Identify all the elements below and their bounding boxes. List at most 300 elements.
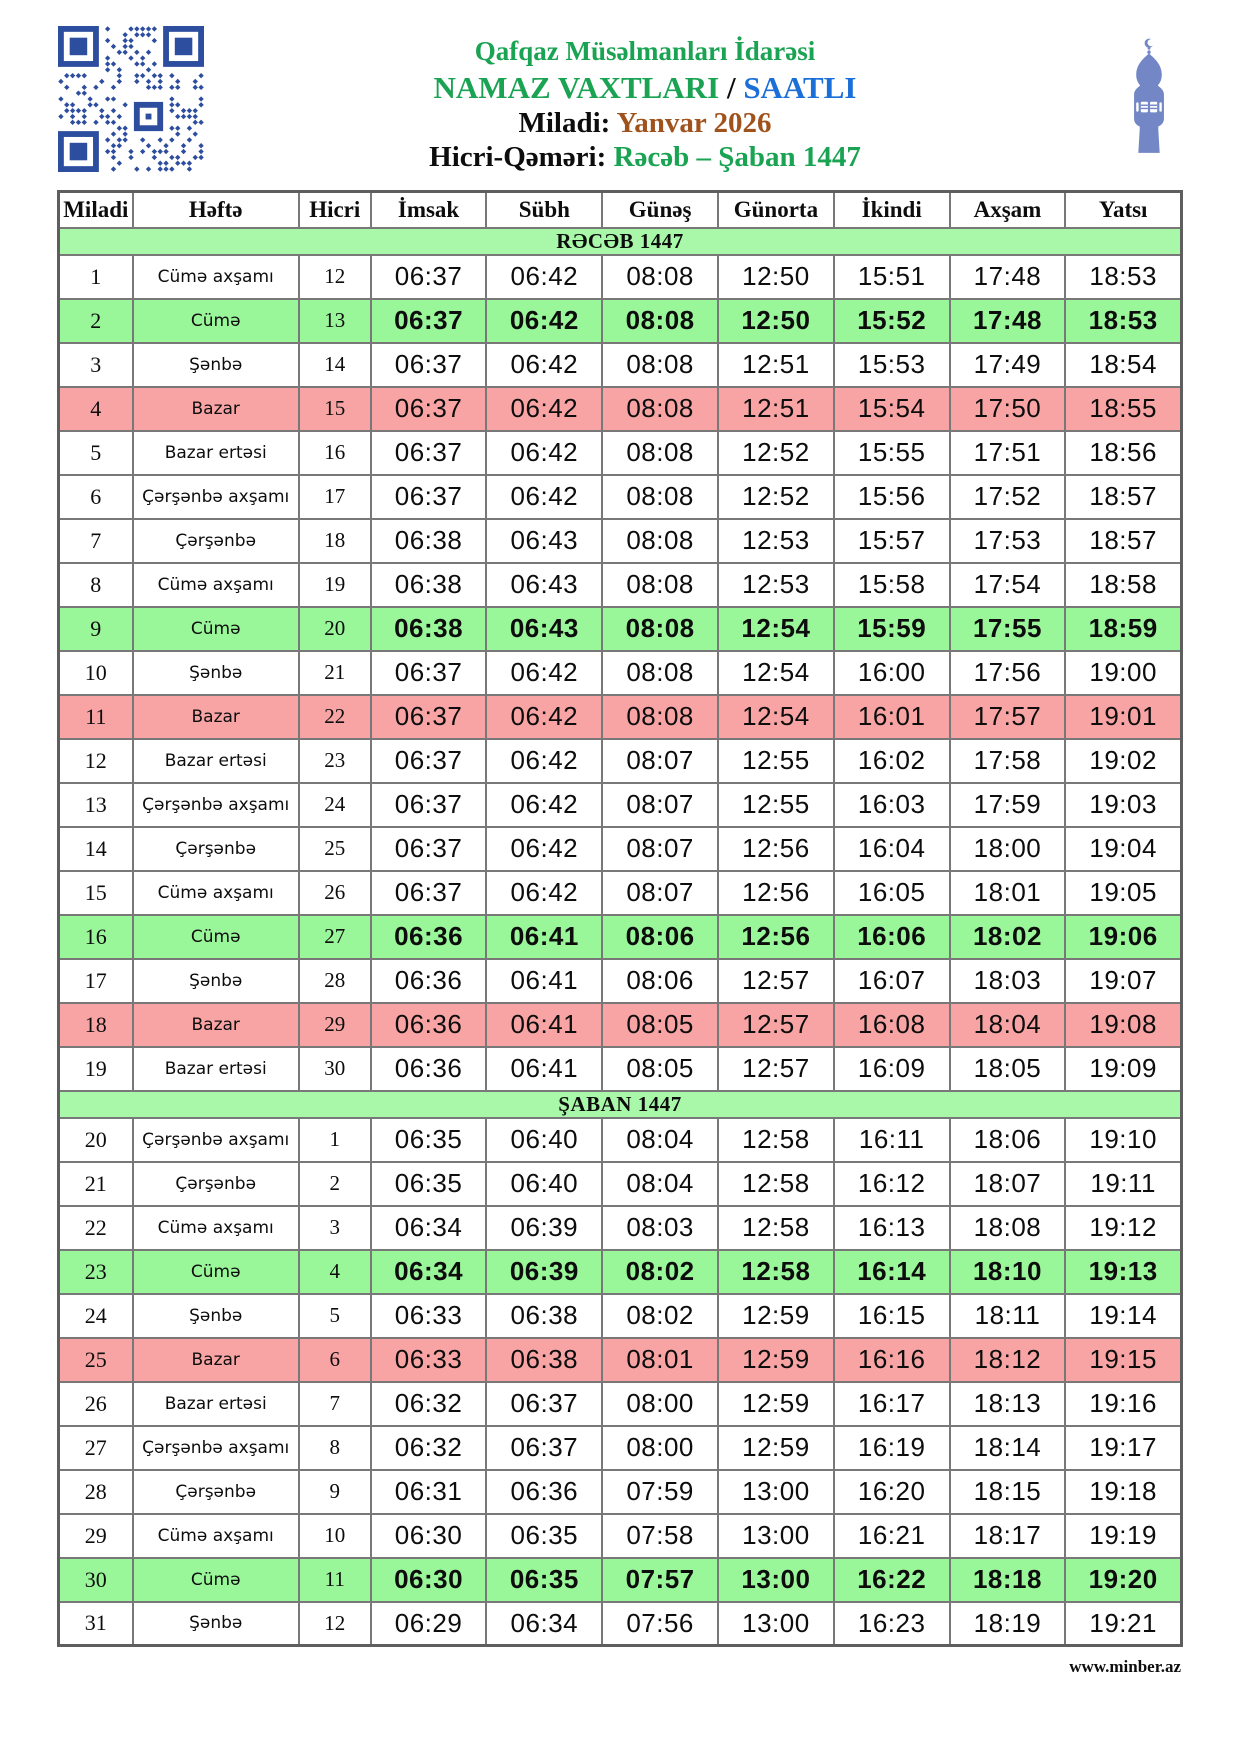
hicri-cell: 27 bbox=[299, 915, 371, 959]
time-cell-axsam: 18:05 bbox=[950, 1047, 1066, 1091]
time-cell-yatsi: 19:08 bbox=[1065, 1003, 1181, 1047]
time-cell-imsak: 06:38 bbox=[371, 519, 487, 563]
miladi-value: Yanvar 2026 bbox=[616, 107, 772, 139]
hicri-cell: 9 bbox=[299, 1470, 371, 1514]
time-cell-gunorta: 12:58 bbox=[718, 1206, 834, 1250]
title-namaz-vaxtlari: NAMAZ VAXTLARI bbox=[433, 70, 720, 105]
day-row bbox=[59, 1250, 1182, 1294]
time-cell-axsam: 17:48 bbox=[950, 299, 1066, 343]
prayer-times-table bbox=[57, 190, 1183, 1647]
day-row bbox=[59, 431, 1182, 475]
time-cell-subh: 06:39 bbox=[486, 1250, 602, 1294]
time-cell-imsak: 06:36 bbox=[371, 959, 487, 1003]
qr-code-icon bbox=[58, 26, 204, 172]
time-cell-imsak: 06:32 bbox=[371, 1382, 487, 1426]
hicri-cell: 2 bbox=[299, 1162, 371, 1206]
time-cell-imsak: 06:31 bbox=[371, 1470, 487, 1514]
hicri-cell: 29 bbox=[299, 1003, 371, 1047]
day-row bbox=[59, 1558, 1182, 1602]
time-cell-imsak: 06:30 bbox=[371, 1558, 487, 1602]
day-row bbox=[59, 255, 1182, 299]
weekday-cell: Şənbə bbox=[133, 651, 299, 695]
time-cell-yatsi: 19:17 bbox=[1065, 1426, 1181, 1470]
time-cell-gunes: 08:08 bbox=[602, 563, 718, 607]
time-cell-ikindi: 15:55 bbox=[834, 431, 950, 475]
time-cell-subh: 06:41 bbox=[486, 915, 602, 959]
hicri-cell: 26 bbox=[299, 871, 371, 915]
time-cell-subh: 06:34 bbox=[486, 1602, 602, 1646]
miladi-cell: 24 bbox=[59, 1294, 133, 1338]
time-cell-gunes: 08:07 bbox=[602, 871, 718, 915]
month-section-title: ŞABAN 1447 bbox=[59, 1091, 1182, 1118]
day-row bbox=[59, 1162, 1182, 1206]
time-cell-imsak: 06:37 bbox=[371, 299, 487, 343]
hicri-cell: 20 bbox=[299, 607, 371, 651]
weekday-cell: Şənbə bbox=[133, 1602, 299, 1646]
time-cell-gunes: 08:08 bbox=[602, 431, 718, 475]
time-cell-axsam: 18:01 bbox=[950, 871, 1066, 915]
time-cell-gunorta: 12:52 bbox=[718, 475, 834, 519]
weekday-cell: Bazar ertəsi bbox=[133, 431, 299, 475]
time-cell-gunorta: 12:59 bbox=[718, 1338, 834, 1382]
time-cell-gunorta: 12:58 bbox=[718, 1162, 834, 1206]
miladi-cell: 18 bbox=[59, 1003, 133, 1047]
time-cell-subh: 06:43 bbox=[486, 563, 602, 607]
hicri-cell: 28 bbox=[299, 959, 371, 1003]
time-cell-ikindi: 16:20 bbox=[834, 1470, 950, 1514]
month-section-title: RƏCƏB 1447 bbox=[59, 228, 1182, 255]
hicri-cell: 4 bbox=[299, 1250, 371, 1294]
time-cell-subh: 06:36 bbox=[486, 1470, 602, 1514]
time-cell-subh: 06:35 bbox=[486, 1558, 602, 1602]
hicri-cell: 23 bbox=[299, 739, 371, 783]
miladi-cell: 25 bbox=[59, 1338, 133, 1382]
time-cell-subh: 06:42 bbox=[486, 475, 602, 519]
time-cell-subh: 06:40 bbox=[486, 1162, 602, 1206]
column-header-miladi: Miladi bbox=[59, 192, 133, 228]
time-cell-ikindi: 16:07 bbox=[834, 959, 950, 1003]
time-cell-gunorta: 12:52 bbox=[718, 431, 834, 475]
time-cell-gunes: 08:08 bbox=[602, 255, 718, 299]
time-cell-gunes: 08:08 bbox=[602, 343, 718, 387]
time-cell-axsam: 18:11 bbox=[950, 1294, 1066, 1338]
weekday-cell: Şənbə bbox=[133, 343, 299, 387]
weekday-cell: Cümə bbox=[133, 299, 299, 343]
time-cell-yatsi: 19:19 bbox=[1065, 1514, 1181, 1558]
time-cell-gunes: 08:08 bbox=[602, 299, 718, 343]
time-cell-yatsi: 19:13 bbox=[1065, 1250, 1181, 1294]
day-row bbox=[59, 299, 1182, 343]
day-row bbox=[59, 959, 1182, 1003]
time-cell-axsam: 17:55 bbox=[950, 607, 1066, 651]
time-cell-ikindi: 16:01 bbox=[834, 695, 950, 739]
time-cell-gunes: 07:58 bbox=[602, 1514, 718, 1558]
time-cell-gunorta: 13:00 bbox=[718, 1558, 834, 1602]
table-header-row bbox=[59, 192, 1182, 228]
time-cell-axsam: 17:48 bbox=[950, 255, 1066, 299]
time-cell-gunorta: 12:54 bbox=[718, 695, 834, 739]
hicri-cell: 3 bbox=[299, 1206, 371, 1250]
time-cell-subh: 06:41 bbox=[486, 1047, 602, 1091]
title-separator: / bbox=[726, 70, 736, 105]
time-cell-imsak: 06:37 bbox=[371, 431, 487, 475]
day-row bbox=[59, 871, 1182, 915]
time-cell-gunorta: 12:51 bbox=[718, 343, 834, 387]
weekday-cell: Bazar bbox=[133, 387, 299, 431]
time-cell-subh: 06:35 bbox=[486, 1514, 602, 1558]
time-cell-imsak: 06:29 bbox=[371, 1602, 487, 1646]
miladi-cell: 10 bbox=[59, 651, 133, 695]
time-cell-ikindi: 15:56 bbox=[834, 475, 950, 519]
time-cell-subh: 06:41 bbox=[486, 959, 602, 1003]
time-cell-axsam: 17:57 bbox=[950, 695, 1066, 739]
time-cell-gunorta: 12:57 bbox=[718, 959, 834, 1003]
day-row bbox=[59, 915, 1182, 959]
time-cell-ikindi: 16:11 bbox=[834, 1118, 950, 1162]
hicri-cell: 21 bbox=[299, 651, 371, 695]
time-cell-subh: 06:42 bbox=[486, 299, 602, 343]
day-row bbox=[59, 1047, 1182, 1091]
time-cell-subh: 06:42 bbox=[486, 871, 602, 915]
miladi-cell: 17 bbox=[59, 959, 133, 1003]
time-cell-ikindi: 16:09 bbox=[834, 1047, 950, 1091]
time-cell-axsam: 18:15 bbox=[950, 1470, 1066, 1514]
column-header-axsam: Axşam bbox=[950, 192, 1066, 228]
time-cell-yatsi: 18:59 bbox=[1065, 607, 1181, 651]
weekday-cell: Cümə bbox=[133, 1250, 299, 1294]
weekday-cell: Bazar ertəsi bbox=[133, 1382, 299, 1426]
time-cell-gunorta: 12:56 bbox=[718, 915, 834, 959]
time-cell-gunes: 08:05 bbox=[602, 1003, 718, 1047]
time-cell-subh: 06:42 bbox=[486, 255, 602, 299]
hicri-cell: 7 bbox=[299, 1382, 371, 1426]
time-cell-axsam: 18:18 bbox=[950, 1558, 1066, 1602]
hicri-cell: 10 bbox=[299, 1514, 371, 1558]
time-cell-imsak: 06:38 bbox=[371, 607, 487, 651]
time-cell-gunes: 08:07 bbox=[602, 827, 718, 871]
time-cell-gunes: 07:59 bbox=[602, 1470, 718, 1514]
weekday-cell: Bazar bbox=[133, 695, 299, 739]
time-cell-axsam: 18:06 bbox=[950, 1118, 1066, 1162]
time-cell-ikindi: 16:02 bbox=[834, 739, 950, 783]
miladi-cell: 19 bbox=[59, 1047, 133, 1091]
time-cell-imsak: 06:34 bbox=[371, 1250, 487, 1294]
hijri-date-line bbox=[227, 143, 1063, 172]
miladi-cell: 1 bbox=[59, 255, 133, 299]
weekday-cell: Şənbə bbox=[133, 1294, 299, 1338]
weekday-cell: Cümə axşamı bbox=[133, 1206, 299, 1250]
time-cell-imsak: 06:37 bbox=[371, 475, 487, 519]
time-cell-yatsi: 19:00 bbox=[1065, 651, 1181, 695]
time-cell-ikindi: 16:03 bbox=[834, 783, 950, 827]
time-cell-imsak: 06:37 bbox=[371, 651, 487, 695]
hicri-cell: 22 bbox=[299, 695, 371, 739]
day-row bbox=[59, 695, 1182, 739]
miladi-cell: 7 bbox=[59, 519, 133, 563]
time-cell-gunes: 08:07 bbox=[602, 783, 718, 827]
day-row bbox=[59, 651, 1182, 695]
time-cell-imsak: 06:37 bbox=[371, 783, 487, 827]
weekday-cell: Çərşənbə bbox=[133, 1470, 299, 1514]
time-cell-axsam: 18:14 bbox=[950, 1426, 1066, 1470]
hicri-label: Hicri-Qəməri: bbox=[429, 141, 607, 173]
weekday-cell: Çərşənbə bbox=[133, 827, 299, 871]
day-row bbox=[59, 475, 1182, 519]
miladi-cell: 9 bbox=[59, 607, 133, 651]
time-cell-imsak: 06:30 bbox=[371, 1514, 487, 1558]
time-cell-subh: 06:39 bbox=[486, 1206, 602, 1250]
time-cell-gunes: 08:04 bbox=[602, 1118, 718, 1162]
hicri-cell: 16 bbox=[299, 431, 371, 475]
time-cell-gunorta: 12:51 bbox=[718, 387, 834, 431]
miladi-cell: 3 bbox=[59, 343, 133, 387]
time-cell-gunorta: 12:57 bbox=[718, 1047, 834, 1091]
hicri-cell: 12 bbox=[299, 1602, 371, 1646]
time-cell-axsam: 18:03 bbox=[950, 959, 1066, 1003]
miladi-cell: 22 bbox=[59, 1206, 133, 1250]
weekday-cell: Cümə bbox=[133, 607, 299, 651]
miladi-cell: 26 bbox=[59, 1382, 133, 1426]
day-row bbox=[59, 783, 1182, 827]
day-row bbox=[59, 739, 1182, 783]
page-header bbox=[57, 0, 1183, 190]
time-cell-yatsi: 19:15 bbox=[1065, 1338, 1181, 1382]
time-cell-gunes: 08:03 bbox=[602, 1206, 718, 1250]
organization-name: Qafqaz Müsəlmanları İdarəsi bbox=[474, 36, 816, 66]
time-cell-yatsi: 19:10 bbox=[1065, 1118, 1181, 1162]
weekday-cell: Şənbə bbox=[133, 959, 299, 1003]
time-cell-subh: 06:42 bbox=[486, 695, 602, 739]
miladi-cell: 6 bbox=[59, 475, 133, 519]
miladi-cell: 28 bbox=[59, 1470, 133, 1514]
miladi-cell: 29 bbox=[59, 1514, 133, 1558]
title-block bbox=[227, 38, 1063, 177]
time-cell-gunorta: 13:00 bbox=[718, 1470, 834, 1514]
time-cell-gunes: 08:04 bbox=[602, 1162, 718, 1206]
time-cell-imsak: 06:36 bbox=[371, 1003, 487, 1047]
time-cell-gunorta: 12:54 bbox=[718, 651, 834, 695]
time-cell-axsam: 18:12 bbox=[950, 1338, 1066, 1382]
column-header-hicri: Hicri bbox=[299, 192, 371, 228]
city-name: SAATLI bbox=[743, 70, 857, 105]
time-cell-gunorta: 12:59 bbox=[718, 1382, 834, 1426]
time-cell-imsak: 06:37 bbox=[371, 871, 487, 915]
time-cell-ikindi: 15:51 bbox=[834, 255, 950, 299]
time-cell-yatsi: 19:01 bbox=[1065, 695, 1181, 739]
weekday-cell: Çərşənbə axşamı bbox=[133, 783, 299, 827]
time-cell-yatsi: 19:14 bbox=[1065, 1294, 1181, 1338]
time-cell-imsak: 06:38 bbox=[371, 563, 487, 607]
time-cell-yatsi: 19:16 bbox=[1065, 1382, 1181, 1426]
time-cell-ikindi: 16:22 bbox=[834, 1558, 950, 1602]
time-cell-imsak: 06:37 bbox=[371, 387, 487, 431]
hicri-cell: 18 bbox=[299, 519, 371, 563]
website-link[interactable]: www.minber.az bbox=[1069, 1657, 1181, 1676]
column-header-ikindi: İkindi bbox=[834, 192, 950, 228]
hicri-value: Rəcəb – Şaban 1447 bbox=[613, 141, 861, 173]
weekday-cell: Cümə bbox=[133, 915, 299, 959]
miladi-cell: 20 bbox=[59, 1118, 133, 1162]
column-header-yatsi: Yatsı bbox=[1065, 192, 1181, 228]
time-cell-gunes: 08:08 bbox=[602, 695, 718, 739]
time-cell-imsak: 06:36 bbox=[371, 1047, 487, 1091]
day-row bbox=[59, 1514, 1182, 1558]
miladi-cell: 2 bbox=[59, 299, 133, 343]
time-cell-yatsi: 18:55 bbox=[1065, 387, 1181, 431]
time-cell-gunorta: 12:53 bbox=[718, 563, 834, 607]
time-cell-gunes: 08:08 bbox=[602, 519, 718, 563]
time-cell-axsam: 17:49 bbox=[950, 343, 1066, 387]
time-cell-subh: 06:42 bbox=[486, 431, 602, 475]
time-cell-ikindi: 16:14 bbox=[834, 1250, 950, 1294]
day-row bbox=[59, 827, 1182, 871]
time-cell-yatsi: 19:09 bbox=[1065, 1047, 1181, 1091]
time-cell-imsak: 06:32 bbox=[371, 1426, 487, 1470]
time-cell-ikindi: 16:23 bbox=[834, 1602, 950, 1646]
weekday-cell: Bazar ertəsi bbox=[133, 1047, 299, 1091]
time-cell-ikindi: 16:17 bbox=[834, 1382, 950, 1426]
weekday-cell: Cümə axşamı bbox=[133, 871, 299, 915]
time-cell-subh: 06:43 bbox=[486, 607, 602, 651]
time-cell-axsam: 18:00 bbox=[950, 827, 1066, 871]
miladi-cell: 13 bbox=[59, 783, 133, 827]
minaret-icon bbox=[1117, 16, 1181, 176]
weekday-cell: Bazar bbox=[133, 1003, 299, 1047]
day-row bbox=[59, 1294, 1182, 1338]
weekday-cell: Cümə bbox=[133, 1558, 299, 1602]
miladi-cell: 12 bbox=[59, 739, 133, 783]
time-cell-gunorta: 12:56 bbox=[718, 827, 834, 871]
time-cell-yatsi: 19:12 bbox=[1065, 1206, 1181, 1250]
time-cell-ikindi: 16:06 bbox=[834, 915, 950, 959]
time-cell-gunes: 08:08 bbox=[602, 651, 718, 695]
hicri-cell: 17 bbox=[299, 475, 371, 519]
time-cell-yatsi: 19:02 bbox=[1065, 739, 1181, 783]
column-header-gunes: Günəş bbox=[602, 192, 718, 228]
time-cell-ikindi: 15:52 bbox=[834, 299, 950, 343]
miladi-cell: 11 bbox=[59, 695, 133, 739]
time-cell-imsak: 06:37 bbox=[371, 739, 487, 783]
time-cell-gunorta: 13:00 bbox=[718, 1514, 834, 1558]
time-cell-ikindi: 15:59 bbox=[834, 607, 950, 651]
time-cell-ikindi: 16:16 bbox=[834, 1338, 950, 1382]
hicri-cell: 30 bbox=[299, 1047, 371, 1091]
time-cell-gunes: 08:08 bbox=[602, 475, 718, 519]
page-title bbox=[227, 72, 1063, 103]
month-section-row bbox=[59, 228, 1182, 255]
time-cell-imsak: 06:33 bbox=[371, 1294, 487, 1338]
time-cell-yatsi: 19:04 bbox=[1065, 827, 1181, 871]
day-row bbox=[59, 343, 1182, 387]
time-cell-yatsi: 19:05 bbox=[1065, 871, 1181, 915]
day-row bbox=[59, 1602, 1182, 1646]
miladi-cell: 30 bbox=[59, 1558, 133, 1602]
day-row bbox=[59, 519, 1182, 563]
time-cell-ikindi: 16:00 bbox=[834, 651, 950, 695]
miladi-cell: 27 bbox=[59, 1426, 133, 1470]
time-cell-axsam: 18:08 bbox=[950, 1206, 1066, 1250]
time-cell-gunorta: 12:57 bbox=[718, 1003, 834, 1047]
miladi-cell: 8 bbox=[59, 563, 133, 607]
time-cell-subh: 06:42 bbox=[486, 739, 602, 783]
hicri-cell: 11 bbox=[299, 1558, 371, 1602]
time-cell-yatsi: 18:54 bbox=[1065, 343, 1181, 387]
miladi-cell: 14 bbox=[59, 827, 133, 871]
gregorian-date-line bbox=[227, 109, 1063, 138]
time-cell-yatsi: 18:57 bbox=[1065, 519, 1181, 563]
time-cell-imsak: 06:37 bbox=[371, 695, 487, 739]
time-cell-ikindi: 16:13 bbox=[834, 1206, 950, 1250]
time-cell-yatsi: 19:03 bbox=[1065, 783, 1181, 827]
time-cell-axsam: 18:02 bbox=[950, 915, 1066, 959]
time-cell-yatsi: 18:53 bbox=[1065, 299, 1181, 343]
time-cell-gunorta: 13:00 bbox=[718, 1602, 834, 1646]
weekday-cell: Cümə axşamı bbox=[133, 1514, 299, 1558]
time-cell-gunorta: 12:55 bbox=[718, 783, 834, 827]
time-cell-gunes: 08:05 bbox=[602, 1047, 718, 1091]
hicri-cell: 6 bbox=[299, 1338, 371, 1382]
time-cell-yatsi: 19:18 bbox=[1065, 1470, 1181, 1514]
time-cell-ikindi: 16:04 bbox=[834, 827, 950, 871]
day-row bbox=[59, 1206, 1182, 1250]
day-row bbox=[59, 387, 1182, 431]
time-cell-ikindi: 16:19 bbox=[834, 1426, 950, 1470]
weekday-cell: Bazar ertəsi bbox=[133, 739, 299, 783]
month-section-row bbox=[59, 1091, 1182, 1118]
time-cell-axsam: 17:54 bbox=[950, 563, 1066, 607]
hicri-cell: 25 bbox=[299, 827, 371, 871]
time-cell-imsak: 06:34 bbox=[371, 1206, 487, 1250]
time-cell-subh: 06:42 bbox=[486, 387, 602, 431]
time-cell-ikindi: 16:12 bbox=[834, 1162, 950, 1206]
time-cell-gunes: 07:57 bbox=[602, 1558, 718, 1602]
time-cell-imsak: 06:37 bbox=[371, 255, 487, 299]
miladi-cell: 23 bbox=[59, 1250, 133, 1294]
time-cell-yatsi: 18:53 bbox=[1065, 255, 1181, 299]
hicri-cell: 5 bbox=[299, 1294, 371, 1338]
day-row bbox=[59, 1003, 1182, 1047]
time-cell-axsam: 18:13 bbox=[950, 1382, 1066, 1426]
day-row bbox=[59, 1470, 1182, 1514]
time-cell-yatsi: 19:11 bbox=[1065, 1162, 1181, 1206]
time-cell-axsam: 18:17 bbox=[950, 1514, 1066, 1558]
weekday-cell: Çərşənbə axşamı bbox=[133, 475, 299, 519]
time-cell-ikindi: 15:54 bbox=[834, 387, 950, 431]
day-row bbox=[59, 1382, 1182, 1426]
time-cell-gunorta: 12:59 bbox=[718, 1426, 834, 1470]
time-cell-axsam: 17:58 bbox=[950, 739, 1066, 783]
column-header-hefte: Həftə bbox=[133, 192, 299, 228]
hicri-cell: 13 bbox=[299, 299, 371, 343]
time-cell-ikindi: 15:58 bbox=[834, 563, 950, 607]
miladi-cell: 21 bbox=[59, 1162, 133, 1206]
time-cell-gunorta: 12:54 bbox=[718, 607, 834, 651]
weekday-cell: Bazar bbox=[133, 1338, 299, 1382]
miladi-label: Miladi: bbox=[518, 107, 611, 139]
time-cell-subh: 06:42 bbox=[486, 783, 602, 827]
hicri-cell: 24 bbox=[299, 783, 371, 827]
day-row bbox=[59, 1338, 1182, 1382]
time-cell-ikindi: 16:05 bbox=[834, 871, 950, 915]
time-cell-gunes: 08:06 bbox=[602, 915, 718, 959]
time-cell-axsam: 17:52 bbox=[950, 475, 1066, 519]
weekday-cell: Cümə axşamı bbox=[133, 563, 299, 607]
time-cell-imsak: 06:35 bbox=[371, 1118, 487, 1162]
time-cell-gunes: 08:08 bbox=[602, 387, 718, 431]
time-cell-yatsi: 19:06 bbox=[1065, 915, 1181, 959]
time-cell-gunorta: 12:53 bbox=[718, 519, 834, 563]
weekday-cell: Cümə axşamı bbox=[133, 255, 299, 299]
